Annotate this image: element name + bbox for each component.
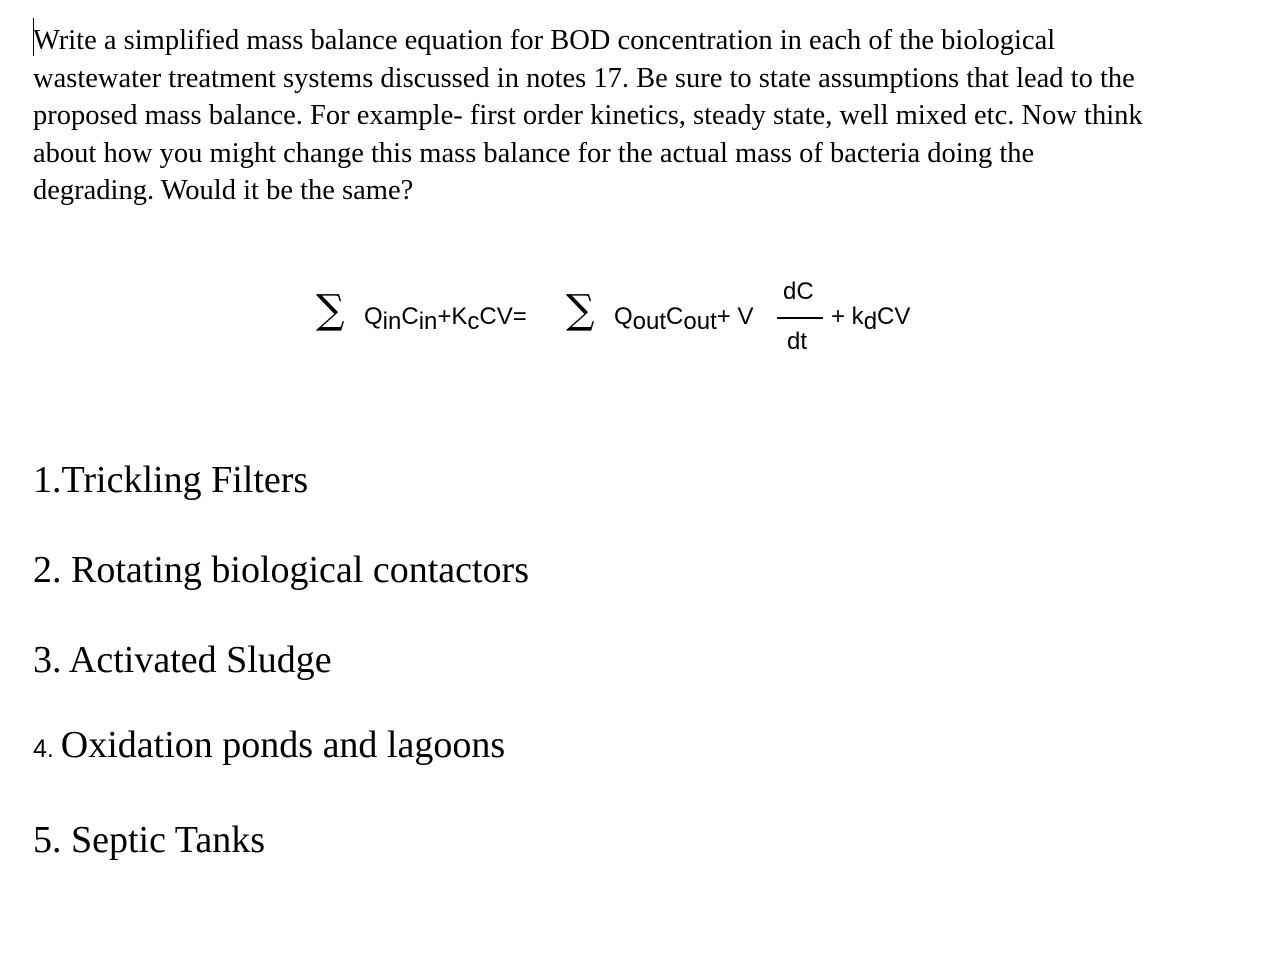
summation-symbol-left: ∑ — [316, 287, 345, 333]
mass-balance-equation[interactable] — [316, 276, 936, 360]
list-item-number: 4. — [33, 735, 61, 763]
question-line: wastewater treatment systems discussed in notes 17. Be sure to state assumptions that lead to the — [33, 62, 1135, 94]
c-in-subscript: in — [418, 308, 438, 335]
list-item[interactable] — [33, 638, 332, 682]
q-out-subscript: out — [632, 308, 667, 335]
inflow-term — [364, 303, 527, 335]
plus-kd-term: + k — [831, 303, 864, 330]
list-item-number: 5. — [33, 819, 71, 861]
q-out-letter: Q — [614, 303, 633, 330]
kd-cv-term: CV — [877, 303, 911, 330]
summation-symbol-right: ∑ — [566, 287, 595, 333]
question-line: proposed mass balance. For example- first order kinetics, steady state, well mixed etc. Now think — [33, 100, 1143, 131]
list-item-number: 1. — [33, 459, 62, 501]
question-line: degrading. Would it be the same? — [33, 175, 414, 206]
kd-subscript: d — [863, 308, 878, 335]
list-item[interactable] — [33, 818, 265, 862]
list-item-text: Activated Sludge — [68, 639, 332, 681]
list-item-number: 2. — [33, 549, 71, 591]
question-line: Write a simplified mass balance equation for BOD concentration in each of the biological — [33, 25, 1056, 56]
question-paragraph[interactable] — [33, 22, 1233, 210]
k-subscript: c — [467, 308, 480, 335]
fraction-denominator: dt — [787, 328, 808, 355]
q-in-letter: Q — [364, 303, 383, 330]
list-item-text: Septic Tanks — [71, 819, 266, 861]
decay-term — [831, 303, 911, 335]
outflow-term — [614, 303, 754, 335]
question-line: about how you might change this mass balance for the actual mass of bacteria doing the — [33, 137, 1035, 169]
list-item-text: Oxidation ponds and lagoons — [60, 724, 506, 766]
list-item-number: 3. — [33, 639, 69, 681]
fraction-bar — [777, 317, 823, 319]
plus-k-term: +K — [437, 303, 468, 330]
c-in-letter: C — [401, 303, 419, 330]
list-item-text: Rotating biological contactors — [71, 549, 530, 591]
list-item-text: Trickling Filters — [61, 459, 309, 501]
fraction-numerator: dC — [783, 278, 814, 305]
list-item[interactable] — [33, 723, 505, 767]
q-in-subscript: in — [382, 308, 402, 335]
list-item[interactable] — [33, 458, 308, 502]
c-out-letter: C — [666, 303, 684, 330]
cv-equals-term: CV= — [479, 303, 527, 330]
plus-v-term: + V — [716, 303, 754, 330]
c-out-subscript: out — [683, 308, 717, 335]
list-item[interactable] — [33, 548, 529, 592]
